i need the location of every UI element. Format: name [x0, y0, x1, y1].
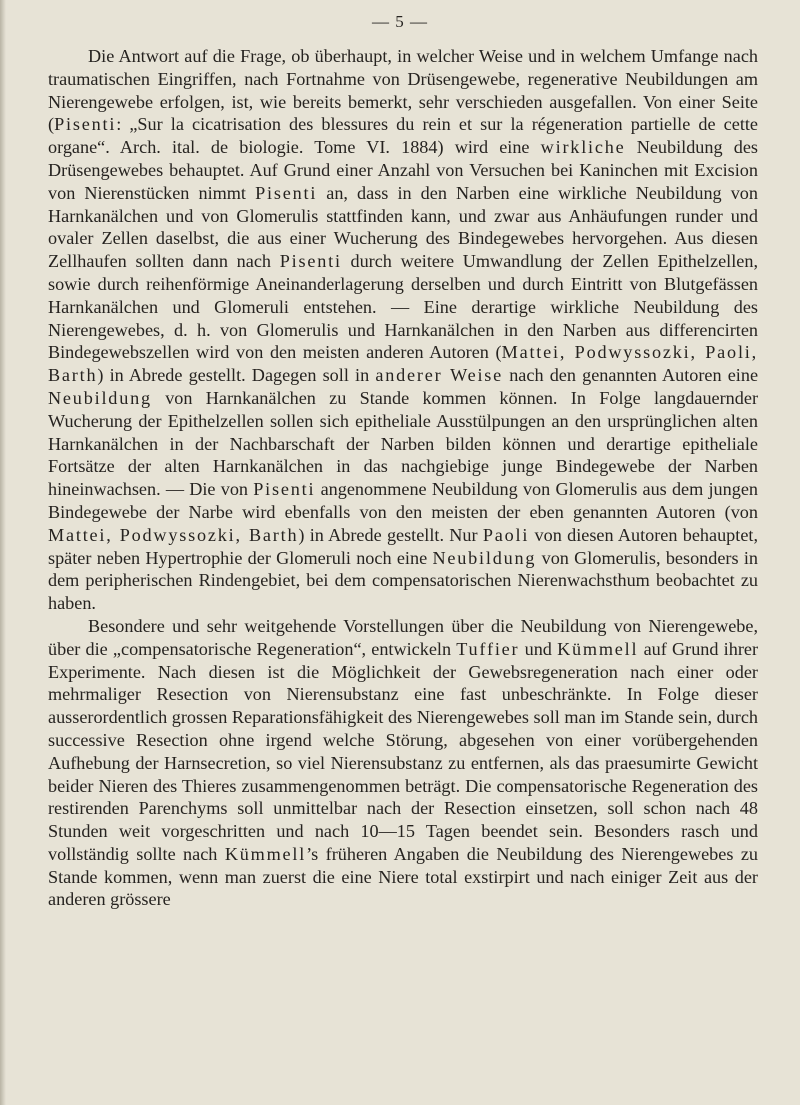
spaced-emphasis: Kümmell	[224, 843, 307, 864]
body-text	[48, 45, 758, 911]
text-run: Besondere und sehr weitgehende Vorstellungen über die Neubildung von Nierengewebe, über die „compensatorische Regeneration“, entwickeln	[48, 615, 758, 659]
spaced-emphasis: Pisenti	[279, 251, 342, 272]
spaced-emphasis: Kümmell	[557, 638, 639, 659]
text-run: von Glomerulis, besonders in dem peripherischen Rindengebiet, bei dem compensatorischen Nierenwachsthum beobachtet zu haben.	[48, 547, 759, 614]
page-number: — 5 —	[372, 12, 428, 31]
text-run: ) in Abrede gestellt. Nur	[298, 524, 483, 545]
text-run: ’s früheren Angaben die Neubildung des Nierengewebes zu Stande kommen, wenn man zuerst die eine Niere total exstirpirt und nach einiger Zeit aus der anderen grössere	[48, 843, 758, 910]
page-edge-shadow	[0, 0, 6, 1105]
spaced-emphasis: Neubildung	[432, 547, 537, 568]
spaced-emphasis: Pisenti	[255, 182, 318, 203]
spaced-emphasis: wirkliche	[540, 137, 626, 158]
text-run: auf Grund ihrer Experimente. Nach diesen ist die Möglichkeit der Gewebsregeneration nach einer oder mehrmaliger Resection von Nierensubstanz eine fast unbeschränkte. In Folge dieser ausserordentlich grossen Reparationsfähigkeit des Nierengewebes soll man im Stande sein, durch successive Resection ohne irgend welche Störung, abgesehen von einer vorübergehenden Aufhebung der Harnsecretion, so viel Nierensubstanz zu entfernen, als das praesumirte Gewicht beider Nieren des Thieres zusammengenommen beträgt. Die compensatorische Regeneration des restirenden Parenchyms soll unmittelbar nach der Resection einsetzen, soll schon nach 48 Stunden weit vorgeschritten und nach 10—15 Tagen beendet sein. Besonders rasch und vollständig sollte nach	[48, 638, 759, 864]
paragraph-1	[48, 45, 758, 615]
spaced-emphasis: Neubildung	[48, 387, 152, 408]
text-run: von Harnkanälchen zu Stande kommen können. In Folge langdauernder Wucherung der Epithelzellen sollen sich epitheliale Ausstülpungen an den ursprünglichen alten Harnkanälchen in der Nachbarschaft der Narben bilden können und derartige epitheliale Fortsätze der alten Harnkanälchen in das nachgiebige junge Bindegewebe der Narben hineinwachsen. — Die von	[48, 387, 758, 500]
text-run: : „Sur la cicatrisation des blessures du rein et sur la régeneration partielle de cette organe“. Arch. ital. de biologie. Tome VI. 1884) wird eine	[48, 114, 758, 158]
spaced-emphasis: Pisenti	[253, 479, 316, 500]
text-run: von diesen Autoren behauptet, später neben Hypertrophie der Glomeruli noch eine	[48, 524, 758, 568]
text-run: Neubildung des Drüsengewebes behauptet. Auf Grund einer Anzahl von Versuchen bei Kaninchen mit Excision von Nierenstücken nimmt	[48, 137, 758, 203]
text-run: angenommene Neubildung von Glomerulis aus dem jungen Bindegewebe der Narbe wird ebenfalls von den meisten der eben genannten Autoren (von	[48, 479, 758, 522]
spaced-emphasis: Mattei, Podwyssozki, Barth	[48, 524, 299, 545]
text-run: nach den genannten Autoren eine	[503, 365, 759, 386]
paragraph-2	[48, 615, 758, 911]
spaced-emphasis: Mattei, Podwyssozki, Paoli, Barth	[48, 342, 758, 386]
spaced-emphasis: Pisenti	[54, 114, 117, 135]
text-run: an, dass in den Narben eine wirkliche Neubildung von Harnkanälchen und von Glomerulis stattfinden kann, und zwar aus Anhäufungen runder und ovaler Zellen daselbst, die aus einer Wucherung des Bindegewebes hervorgehen. Aus diesen Zellhaufen sollten dann nach	[48, 182, 758, 272]
spaced-emphasis: Tuffier	[456, 638, 520, 659]
text-run: ) in Abrede gestellt. Dagegen soll in	[97, 365, 376, 386]
text-run: und	[519, 638, 558, 659]
spaced-emphasis: anderer Weise	[375, 365, 504, 386]
text-run: durch weitere Umwandlung der Zellen Epithelzellen, sowie durch reihenförmige Aneinanderlagerung derselben und durch Eintritt von Blutgefässen Harnkanälchen und Glomeruli entstehen. — Eine derartige wirkliche Neubildung des Nierengewebes, d. h. von Glomerulis und Harnkanälchen in den Narben aus differencirten Bindegewebszellen wird von den meisten anderen Autoren (	[48, 251, 758, 363]
text-run: Die Antwort auf die Frage, ob überhaupt, in welcher Weise und in welchem Umfange nach traumatischen Eingriffen, nach Fortnahme von Drüsengewebe, regenerative Neubildungen am Nierengewebe erfolgen, ist, wie bereits bemerkt, sehr verschieden ausgefallen. Von einer Seite (	[48, 46, 758, 135]
spaced-emphasis: Paoli	[482, 524, 530, 545]
